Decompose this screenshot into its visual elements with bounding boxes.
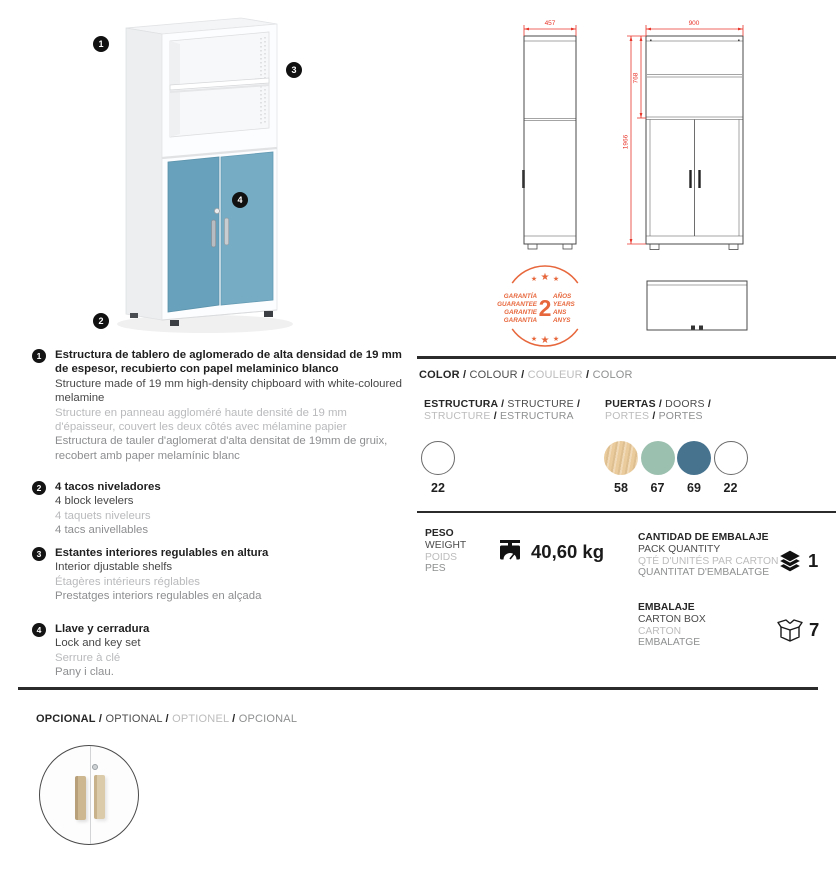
badge-labels-left bbox=[497, 291, 538, 324]
scale-icon bbox=[497, 538, 523, 564]
feature-text-ca: 4 tacs anivellables bbox=[55, 524, 149, 537]
top-view-drawing bbox=[647, 281, 747, 330]
panel-top-divider bbox=[417, 356, 836, 359]
spec-panel bbox=[417, 356, 836, 686]
svg-text:GARANTIA: GARANTIA bbox=[503, 317, 537, 324]
carton-box-icon bbox=[776, 617, 804, 643]
color-swatch-doors-69 bbox=[677, 441, 711, 475]
svg-text:ANS: ANS bbox=[553, 309, 567, 316]
top-view-handle-mark bbox=[699, 326, 703, 330]
svg-text:★: ★ bbox=[530, 336, 538, 343]
side-handle-mark bbox=[522, 170, 525, 188]
swatch-code: 22 bbox=[431, 481, 445, 495]
svg-text:★: ★ bbox=[540, 272, 550, 283]
dim-total-height: 1966 bbox=[622, 134, 630, 150]
panel-mid-divider bbox=[417, 511, 836, 513]
feature-text-es: 4 tacos niveladores bbox=[55, 481, 161, 493]
color-swatch-structure-22 bbox=[421, 441, 455, 475]
dim-top-unit-height: 768 bbox=[632, 72, 640, 84]
feature-item-shelves bbox=[32, 546, 404, 604]
color-section-heading: COLOR / COLOUR / COULEUR / COLOR bbox=[419, 369, 633, 381]
feature-text-fr: Structure en panneau aggloméré haute densité de 19 mm d'épaisseur, couvert les deux côtés avec mélamine papier bbox=[55, 406, 347, 434]
estructura-labels: ESTRUCTURA / STRUCTURE / STRUCTURE / ESTRUCTURA bbox=[424, 398, 581, 422]
swatch-code: 22 bbox=[723, 481, 738, 495]
technical-drawings bbox=[495, 8, 836, 353]
feature-text-fr: 4 taquets niveleurs bbox=[55, 509, 151, 522]
callout-marker-3: 3 bbox=[286, 62, 302, 78]
feature-text-en: Interior djustable shelfs bbox=[55, 561, 173, 574]
feature-text-ca: Estructura de tauler d'aglomerat d'alta densitat de 19mm de gruix, recobert amb paper melamínic blanc bbox=[55, 435, 388, 462]
feature-text-fr: Serrure à clé bbox=[55, 651, 121, 664]
pack-quantity-value: 1 bbox=[808, 550, 819, 571]
svg-text:YEARS: YEARS bbox=[553, 301, 575, 308]
feature-text-ca: Pany i clau. bbox=[55, 666, 114, 679]
top-view-handle-mark bbox=[691, 326, 695, 330]
callout-marker-2: 2 bbox=[93, 313, 109, 329]
svg-text:ANYS: ANYS bbox=[553, 317, 571, 324]
side-view-drawing bbox=[522, 36, 576, 249]
feature-item-structure bbox=[32, 348, 404, 463]
dim-front-width: 900 bbox=[688, 20, 700, 27]
feature-bullet: 4 bbox=[32, 623, 46, 637]
swatch-code: 67 bbox=[650, 481, 665, 495]
puertas-labels: PUERTAS / DOORS / PORTES / PORTES bbox=[605, 398, 711, 422]
door-gap bbox=[90, 746, 92, 845]
wooden-handle-right bbox=[94, 775, 105, 819]
door-lock bbox=[214, 208, 219, 213]
door-handle bbox=[225, 218, 229, 245]
estructura-swatch-group bbox=[421, 441, 455, 495]
feature-text-en: 4 block levelers bbox=[55, 495, 134, 508]
feature-text-en: Structure made of 19 mm high-density chipboard with white-coloured melamine bbox=[55, 377, 402, 405]
door-handle bbox=[212, 220, 216, 247]
feature-bullet: 3 bbox=[32, 547, 46, 561]
front-handle-mark bbox=[689, 170, 691, 188]
svg-text:GARANTÍA: GARANTÍA bbox=[503, 293, 537, 300]
feature-text-en: Lock and key set bbox=[55, 637, 141, 650]
svg-text:★: ★ bbox=[530, 276, 538, 283]
color-swatch-doors-22 bbox=[714, 441, 748, 475]
layers-icon bbox=[777, 548, 803, 574]
front-view-drawing bbox=[646, 36, 743, 250]
product-illustration bbox=[30, 8, 360, 353]
feature-text-es: Estructura de tablero de aglomerado de alta densidad de 19 mm de espesor, recubierto con papel melaminico blanco bbox=[55, 349, 402, 376]
swatch-code: 69 bbox=[687, 481, 701, 495]
leveler-foot bbox=[170, 320, 179, 326]
leveler-foot bbox=[130, 313, 138, 318]
swatch-code: 58 bbox=[614, 481, 628, 495]
carton-box-value: 7 bbox=[809, 619, 820, 640]
optional-divider bbox=[18, 687, 818, 690]
leveler-foot bbox=[264, 311, 273, 317]
callout-marker-4: 4 bbox=[232, 192, 248, 208]
badge-years-value: 2 bbox=[538, 295, 552, 321]
optional-handles-photo bbox=[39, 745, 139, 845]
svg-text:★: ★ bbox=[540, 335, 550, 346]
svg-text:GARANTIE: GARANTIE bbox=[504, 309, 537, 316]
cabinet-side-panel bbox=[126, 28, 162, 320]
badge-labels-right bbox=[552, 291, 575, 324]
front-handle-mark bbox=[698, 170, 700, 188]
svg-text:AÑOS: AÑOS bbox=[553, 293, 572, 300]
optional-heading: OPCIONAL / OPTIONAL / OPTIONEL / OPCIONAL bbox=[36, 713, 298, 725]
weight-value: 40,60 kg bbox=[531, 541, 605, 562]
feature-text-fr: Étagères intérieurs réglables bbox=[55, 575, 200, 588]
feature-item-levelers bbox=[32, 480, 404, 538]
weight-labels: PESO WEIGHT POIDS PES bbox=[425, 528, 467, 575]
wooden-handle-left bbox=[75, 776, 86, 820]
feature-item-lock bbox=[32, 622, 404, 680]
callout-marker-1: 1 bbox=[93, 36, 109, 52]
dim-side-width: 457 bbox=[544, 20, 556, 27]
feature-text-es: Estantes interiores regulables en altura bbox=[55, 547, 269, 559]
feature-text-es: Llave y cerradura bbox=[55, 623, 150, 635]
svg-text:★: ★ bbox=[552, 336, 560, 343]
floor-shadow bbox=[117, 315, 293, 333]
svg-text:★: ★ bbox=[552, 276, 560, 283]
color-swatch-doors-58 bbox=[604, 441, 638, 475]
pack-quantity-labels: CANTIDAD DE EMBALAJE PACK QUANTITY QTÉ D'UNITÉS PAR CARTON QUANTITAT D'EMBALATGE bbox=[638, 532, 779, 579]
feature-text-ca: Prestatges interiors regulables en alçada bbox=[55, 590, 262, 603]
feature-bullet: 1 bbox=[32, 349, 46, 363]
cabinet-render bbox=[30, 8, 360, 353]
carton-box-labels: EMBALAJE CARTON BOX CARTON EMBALATGE bbox=[638, 602, 706, 649]
svg-text:GUARANTEE: GUARANTEE bbox=[497, 301, 537, 308]
color-swatch-doors-67 bbox=[641, 441, 675, 475]
guarantee-badge bbox=[497, 266, 578, 346]
optional-lock-icon bbox=[92, 764, 98, 770]
feature-bullet: 2 bbox=[32, 481, 46, 495]
puertas-swatch-group bbox=[604, 441, 748, 495]
